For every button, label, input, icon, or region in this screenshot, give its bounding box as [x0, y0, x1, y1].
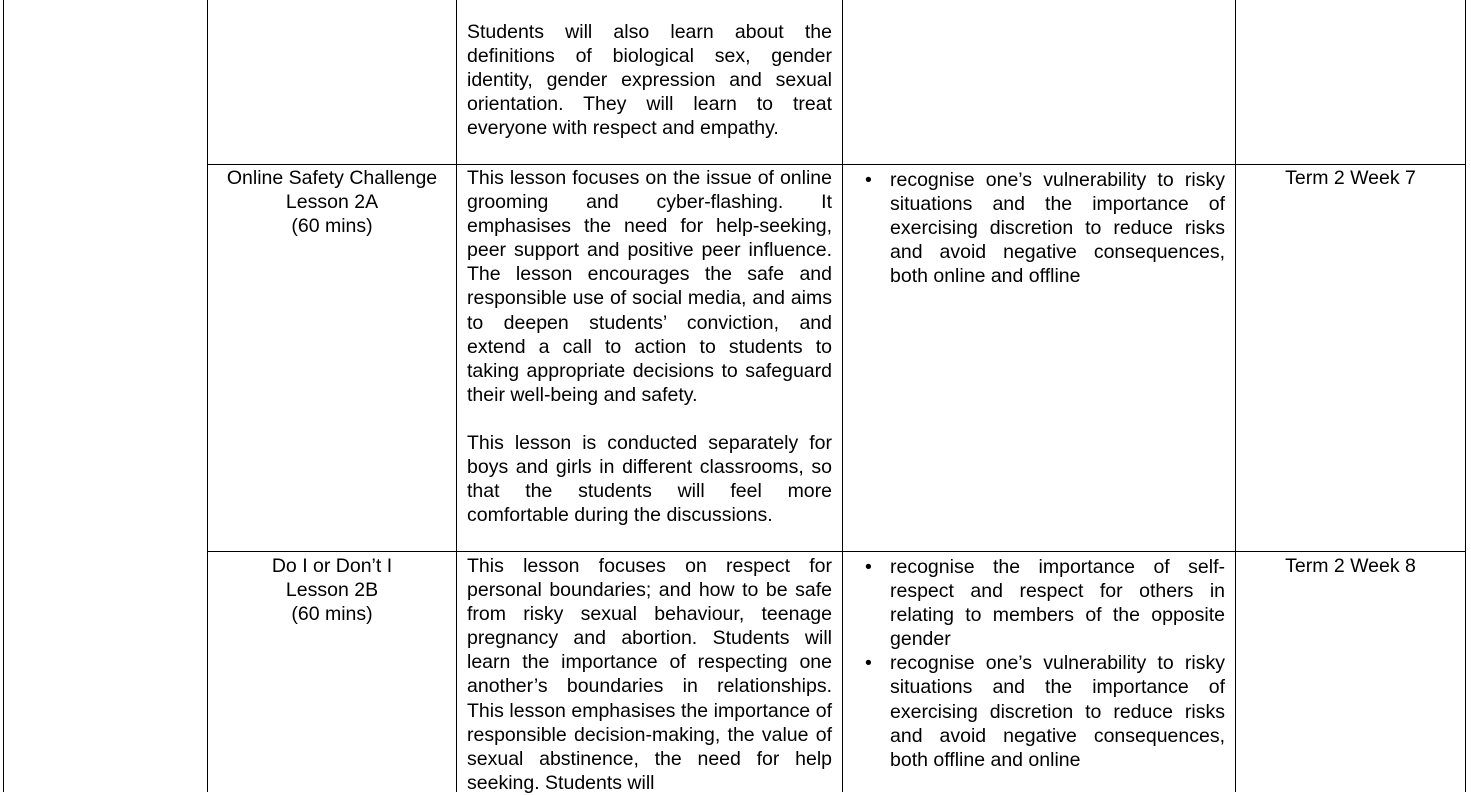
lesson-name: Do I or Don’t I — [271, 555, 393, 577]
table-row — [467, 20, 832, 140]
term-week: Term 2 Week 8 — [1285, 555, 1416, 577]
lesson-duration: (60 mins) — [291, 215, 373, 238]
table-divider-4 — [1235, 0, 1236, 792]
lesson-description-note: This lesson is conducted separately for boys and girls in different classrooms, so that the students will feel more comfortable during the discussions. — [467, 431, 832, 527]
timing-cell — [1236, 166, 1465, 190]
bullet-icon: • — [865, 652, 872, 675]
lesson-title-cell — [208, 166, 456, 238]
term-week: Term 2 Week 7 — [1285, 167, 1416, 189]
table-border-left — [3, 0, 4, 792]
lesson-description-cell — [467, 554, 832, 795]
bullet-icon: • — [865, 169, 872, 191]
lesson-name: Online Safety Challenge — [226, 167, 438, 189]
timing-cell — [1236, 554, 1465, 578]
outcome-text: recognise one’s vulnerability to risky situations and the importance of exercising discretion to reduce risks and avoid negative consequences, both offline and online — [890, 652, 1225, 771]
lesson-description: This lesson focuses on the issue of online grooming and cyber-flashing. It emphasises the need for help-seeking, peer support and positive peer influence. The lesson encourages the safe and responsible use of social media, and aims to deepen students’ conviction, and extend a call to action to students to taking appropriate decisions to safeguard their well-being and safety. — [467, 167, 832, 406]
lesson-number: Lesson 2A — [285, 191, 379, 214]
table-divider-3 — [842, 0, 843, 792]
list-item — [863, 555, 1225, 651]
table-divider-1 — [207, 0, 208, 792]
outcome-text: recognise the importance of self-respect and respect for others in relating to members of the opposite gender — [890, 556, 1225, 651]
learning-outcomes-cell — [863, 555, 1225, 772]
row-divider-1 — [207, 164, 1466, 165]
lesson-description: This lesson focuses on respect for personal boundaries; and how to be safe from risky sexual behaviour, teenage pregnancy and abortion. Students will learn the importance of respecting one another’s boundaries in relationships. This lesson emphasises the importance of responsible decision-making, the value of sexual abstinence, the need for help seeking. Students will — [467, 555, 832, 794]
lesson-description: Students will also learn about the definitions of biological sex, gender identity, gender expression and sexual orientation. They will learn to treat everyone with respect and empathy. — [467, 21, 832, 140]
bullet-icon: • — [865, 556, 872, 578]
list-item — [863, 651, 1225, 771]
learning-outcomes-cell — [863, 168, 1225, 288]
lesson-duration: (60 mins) — [291, 603, 373, 626]
lesson-title-cell — [208, 554, 456, 626]
lesson-description-cell — [467, 166, 832, 527]
table-border-right — [1465, 0, 1466, 792]
table-divider-2 — [456, 0, 457, 792]
row-divider-2 — [207, 551, 1466, 552]
outcome-text: recognise one’s vulnerability to risky situations and the importance of exercising discretion to reduce risks and avoid negative consequences, both online and offline — [890, 169, 1225, 288]
lesson-number: Lesson 2B — [285, 579, 379, 602]
list-item — [863, 168, 1225, 288]
